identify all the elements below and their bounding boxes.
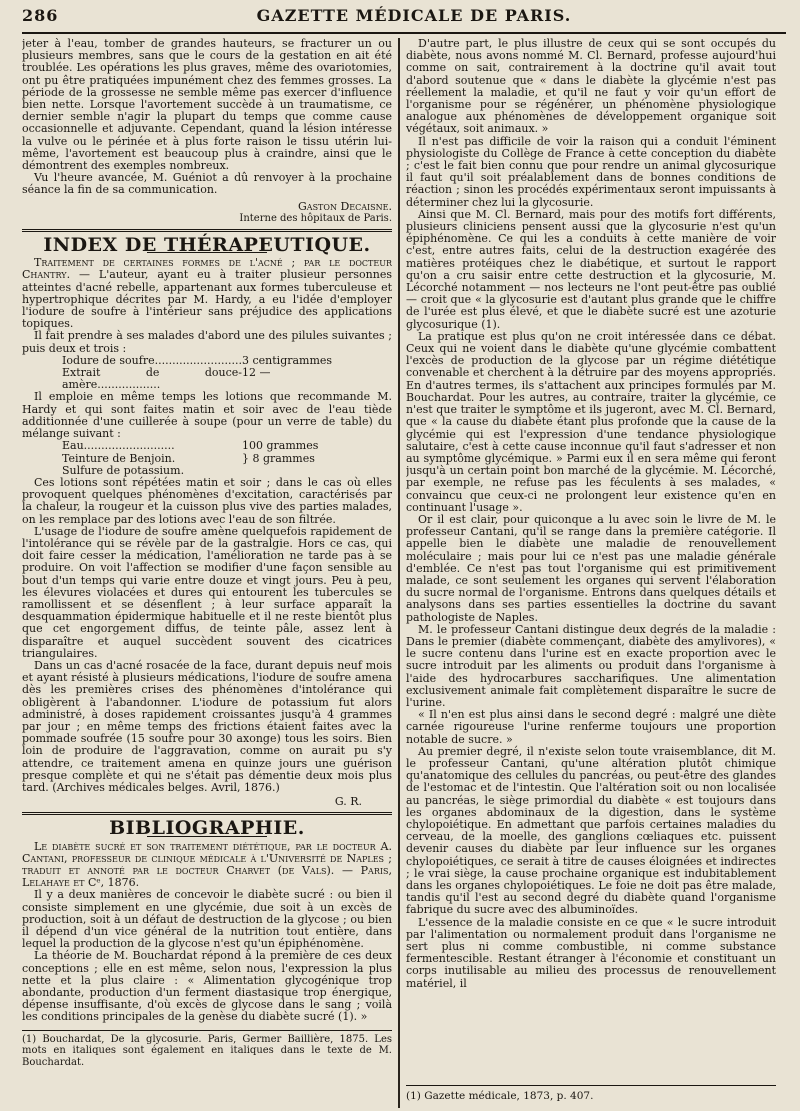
article-lead: Traitement de certaines formes de l'acné ; par le docteur Chantry.: [22, 256, 392, 282]
dose-name: Sulfure de potassium.: [62, 463, 185, 477]
dose-name: Teinture de Benjoin.: [62, 451, 176, 465]
dose-value: 100 grammes: [242, 439, 319, 453]
column-rule: [392, 38, 406, 1108]
paragraph: Le diabète sucré et son traitement diététique, par le docteur A. Cantani, professeur de clinique médicale à l'Université de Naples ; traduit et annoté par le docteur Charvet (de Vals). — Paris, Lelahaye et Cᵉ, 1876.: [22, 839, 392, 890]
page-header: [22, 6, 786, 34]
paragraph: La théorie de M. Bouchardat répond à la première de ces deux conceptions ; elle en est même, selon nous, l'expression la plus nette et la plus claire : « Alimentation glycogénique trop abondante, production d'un ferment diastasique trop énergique, dépense insuffisante, d'où excès de glycose dans le sang ; voilà les conditions principales de la genèse du diabète sucré (1). »: [22, 949, 392, 1024]
paragraph: Il y a deux manières de concevoir le diabète sucré : ou bien il consiste simplement en une glycémie, due soit à un excès de production, soit à un défaut de destruction de la glycose ; ou bien il dépend d'un vice général de la nutrition tout entière, dans lequel la production de la glycose n'est qu'un épiphénomène.: [22, 888, 392, 951]
dose-value: } 8 grammes: [242, 451, 315, 465]
paragraph: La pratique est plus qu'on ne croit intéressée dans ce débat. Ceux qui ne voient dans le diabète qu'une glycémie combattent l'excès de production de la glycose par un régime diététique convenable et cherchent à la détruire par des moyens appropriés. En d'autres termes, ils s'attachent aux principes formulés par M. Bouchardat. Pour les autres, au contraire, traiter la glycémie, ce n'est que traiter le symptôme et ils jugeront, avec M. Cl. Bernard, que « la cause du diabète étant plus profonde que la cause de la glycémie qui est l'expression d'une tendance physiologique salutaire, c'est à cette cause inconnue qu'il faut s'adresser et non au symptôme glycémique. » Parmi eux il en sera même qui feront jusqu'à un certain point bon marché de la glycémie. M. Lécorché, par exemple, ne refuse pas les féculents à ses malades, « convaincu que ceux-ci ne prolongent leur existence qu'en en continuant l'usage ».: [406, 329, 776, 514]
paragraph: L'essence de la maladie consiste en ce que « le sucre introduit par l'alimentation ou normalement produit dans l'organisme ne sert plus ni comme combustible, ni comme substance fermentescible. Restant étranger à l'économie et constituant un corps inutilisable au milieu des processus de renouvellement matériel, il: [406, 915, 776, 990]
paragraph: Dans un cas d'acné rosacée de la face, durant depuis neuf mois et ayant résisté à plusieurs médications, l'iodure de soufre amena dès les premières crises des phénomènes d'intolérance qui obligèrent à l'abandonner. L'iodure de potassium fut alors administré, à doses rapidement croissantes jusqu'à 4 grammes par jour ; en même temps des frictions étaient faites avec la pommade soufrée (15 soufre pour 30 axonge) tous les soirs. Bien loin de produire de l'aggravation, comme on aurait pu s'y attendre, ce traitement amena en quinze jours une guérison presque complète et qui ne s'était pas démentie deux mois plus tard. (Archives médicales belges. Avril, 1876.): [22, 658, 392, 794]
paragraph: jeter à l'eau, tomber de grandes hauteurs, se fracturer un ou plusieurs membres, sans que le cours de la gestation en ait été troublée. Les opérations les plus graves, même des ovariotomies, ont pu être pratiquées impunément chez des femmes grosses. La période de la grossesse ne semble même pas exercer d'influence bien nette. Lorsque l'avortement succède à un traumatisme, ce dernier semble n'agir la plupart du temps que comme cause occasionnelle et adjuvante. Cependant, quand la lésion intéresse la vulve ou le périnée et à plus forte raison le tissu utérin lui-même, l'avortement est beaucoup plus à craindre, ainsi que le démontrent des exemples nombreux.: [22, 38, 392, 173]
paragraph: Il fait prendre à ses malades d'abord une des pilules suivantes ; puis deux et trois :: [22, 329, 392, 355]
section-heading-index: INDEX DE THÉRAPEUTIQUE.: [43, 234, 371, 257]
dose-row: [22, 453, 392, 465]
author-signature: Gaston Decaisne.: [298, 199, 392, 213]
paragraph: Au premier degré, il n'existe selon toute vraisemblance, dit M. le professeur Cantani, qu'une altération plutôt chimique qu'anatomique des cellules du pancréas, ou peut-être des glandes de l'estomac et de l'intestin. Que l'altération soit ou non localisée au pancréas, le siège primordial du diabète « est toujours dans les organes abdominaux de la digestion, dans le système chylopoiétique. En admettant que parfois certaines maladies du cerveau, de la moelle, des ganglions cœliaques etc. puissent devenir causes du diabète par leur influence sur les organes chylopoiétiques, ce serait à titre de causes éloignées et indirectes ; le vrai siège, la cause prochaine organique est indubitablement dans les organes chylopoiétiques. Le foie ne doit pas être malade, tandis qu'il l'est au second degré du diabète quand l'organisme fabrique du sucre avec des albuminoïdes.: [406, 744, 776, 917]
paragraph: « Il n'en est plus ainsi dans le second degré : malgré une diète carnée rigoureuse l'urine renferme toujours une proportion notable de sucre. »: [406, 708, 776, 746]
paragraph-text: — L'auteur, ayant eu à traiter plusieur personnes atteintes d'acné rebelle, appartenant aux formes tuberculeuse et hypertrophique décrites par M. Hardy, a eu l'idée d'employer l'iodure de soufre à l'intérieur sans préjudice des applications topiques.: [22, 268, 392, 331]
dose-name: Iodure de soufre.........................: [62, 353, 243, 367]
section-divider: [22, 812, 392, 815]
columns: [22, 38, 786, 1108]
footnote: (1) Gazette médicale, 1873, p. 407.: [406, 1085, 776, 1102]
dose-row: [22, 367, 392, 391]
article-initials: G. R.: [334, 795, 362, 809]
section-heading-bibliographie: BIBLIOGRAPHIE.: [109, 817, 305, 840]
dose-row: [22, 440, 392, 452]
journal-title: GAZETTE MÉDICALE DE PARIS.: [256, 6, 572, 25]
dose-name: Eau..........................: [62, 439, 175, 453]
footnote: (1) Bouchardat, De la glycosurie. Paris, Germer Baillière, 1875. Les mots en italiques sont également en italiques dans le texte de M. Bouchardat.: [22, 1030, 392, 1069]
paragraph: Ainsi que M. Cl. Bernard, mais pour des motifs fort différents, plusieurs cliniciens pensent aussi que la glycosurie n'est qu'un épiphénomène. Ce qui les a conduits à cette manière de voir c'est, entre autres faits, celui de la destruction exagérée des matières protéiques chez le diabétique, et surtout le rapport qu'on a cru saisir entre cette destruction et la glycosurie, M. Lécorché notamment — nos lecteurs ne l'ont peut-être pas oublié — croit que « la glycosurie est d'autant plus grande que le chiffre de l'urée est plus élevé, et que le diabète sucré est une azoturie glycosurique (1).: [406, 207, 776, 331]
paragraph: Ces lotions sont répétées matin et soir ; dans le cas où elles provoquent quelques phénomènes d'excitation, caractérisés par la chaleur, la rougeur et la cuisson plus vive des parties malades, on les remplace par des lotions avec l'eau de son filtrée.: [22, 475, 392, 526]
paragraph: L'usage de l'iodure de soufre amène quelquefois rapidement de l'intolérance qui se révèle par de la gastralgie. Hors ce cas, qui doit faire cesser la médication, l'amélioration ne tarde pas à se produire. On voit l'affection se modifier d'une façon sensible au bout d'un temps qui varie entre douze et vingt jours. Peu à peu, les élevures violacées et dures qui entourent les tubercules se ramollissent et se désenflent ; à leur surface apparaît la desquammation épidermique habituelle et il ne reste bientôt plus que cet engorgement diffus, de teinte pâle, assez lent à disparaître et auquel succèdent souvent des cicatrices triangulaires.: [22, 524, 392, 660]
paragraph: M. le professeur Cantani distingue deux degrés de la maladie : Dans le premier (diabète commençant, diabète des amylivores), « le sucre contenu dans l'urine est en exacte proportion avec le sucre introduit par les aliments ou produit dans l'organisme à l'aide des hydrocarbures saccharifiques. Une alimentation exclusivement animale fait complètement disparaître le sucre de l'urine.: [406, 622, 776, 709]
right-column: [406, 38, 776, 1108]
section-divider: [22, 229, 392, 232]
dose-name: Extrait de douce-amère..................: [62, 366, 242, 392]
paragraph: Vu l'heure avancée, M. Guéniot a dû renvoyer à la prochaine séance la fin de sa communication.: [22, 171, 392, 197]
dose-value: 3 centigrammes: [242, 353, 333, 367]
dose-value: 12 —: [242, 366, 271, 380]
paragraph: Il emploie en même temps les lotions que recommande M. Hardy et qui sont faites matin et soir avec de l'eau tiède additionnée d'une cuillerée à soupe (pour un verre de table) du mélange suivant :: [22, 390, 392, 441]
paragraph: Or il est clair, pour quiconque a lu avec soin le livre de M. le professeur Cantani, qu'il se range dans la première catégorie. Il appelle bien le diabète une maladie de renouvellement moléculaire ; mais pour lui ce n'est pas une maladie générale d'emblée. Ce n'est pas tout l'organisme qui est primitivement malade, ce sont seulement les organes qui servent l'élaboration du sucre normal de l'organisme. Entrons dans quelques détails et analysons dans ses parties essentielles la doctrine du savant pathologiste de Naples.: [406, 512, 776, 624]
author-role: Interne des hôpitaux de Paris.: [239, 212, 392, 224]
left-column: [22, 38, 392, 1108]
paragraph: [22, 257, 392, 330]
paragraph: Il n'est pas difficile de voir la raison qui a conduit l'éminent physiologiste du Collège de France à cette conception du diabète ; c'est le fait bien connu que pour rendre un animal glycosurique il faut qu'il soit préalablement dans de bonnes conditions de réaction ; sinon les procédés expérimentaux seront impuissants à déterminer chez lui la glycosurie.: [406, 134, 776, 209]
paragraph: D'autre part, le plus illustre de ceux qui se sont occupés du diabète, nous avons nommé M. Cl. Bernard, professe aujourd'hui comme on sait, contrairement à la doctrine qu'il avait tout d'abord soutenue que « dans le diabète la glycémie n'est pas réellement la maladie, et qu'il ne faut y voir qu'un effort de l'organisme pour se régénérer, un phénomène physiologique analogue aux phénomènes de développement organique soit végétaux, soit animaux. »: [406, 38, 776, 136]
page-number: 286: [22, 6, 59, 25]
